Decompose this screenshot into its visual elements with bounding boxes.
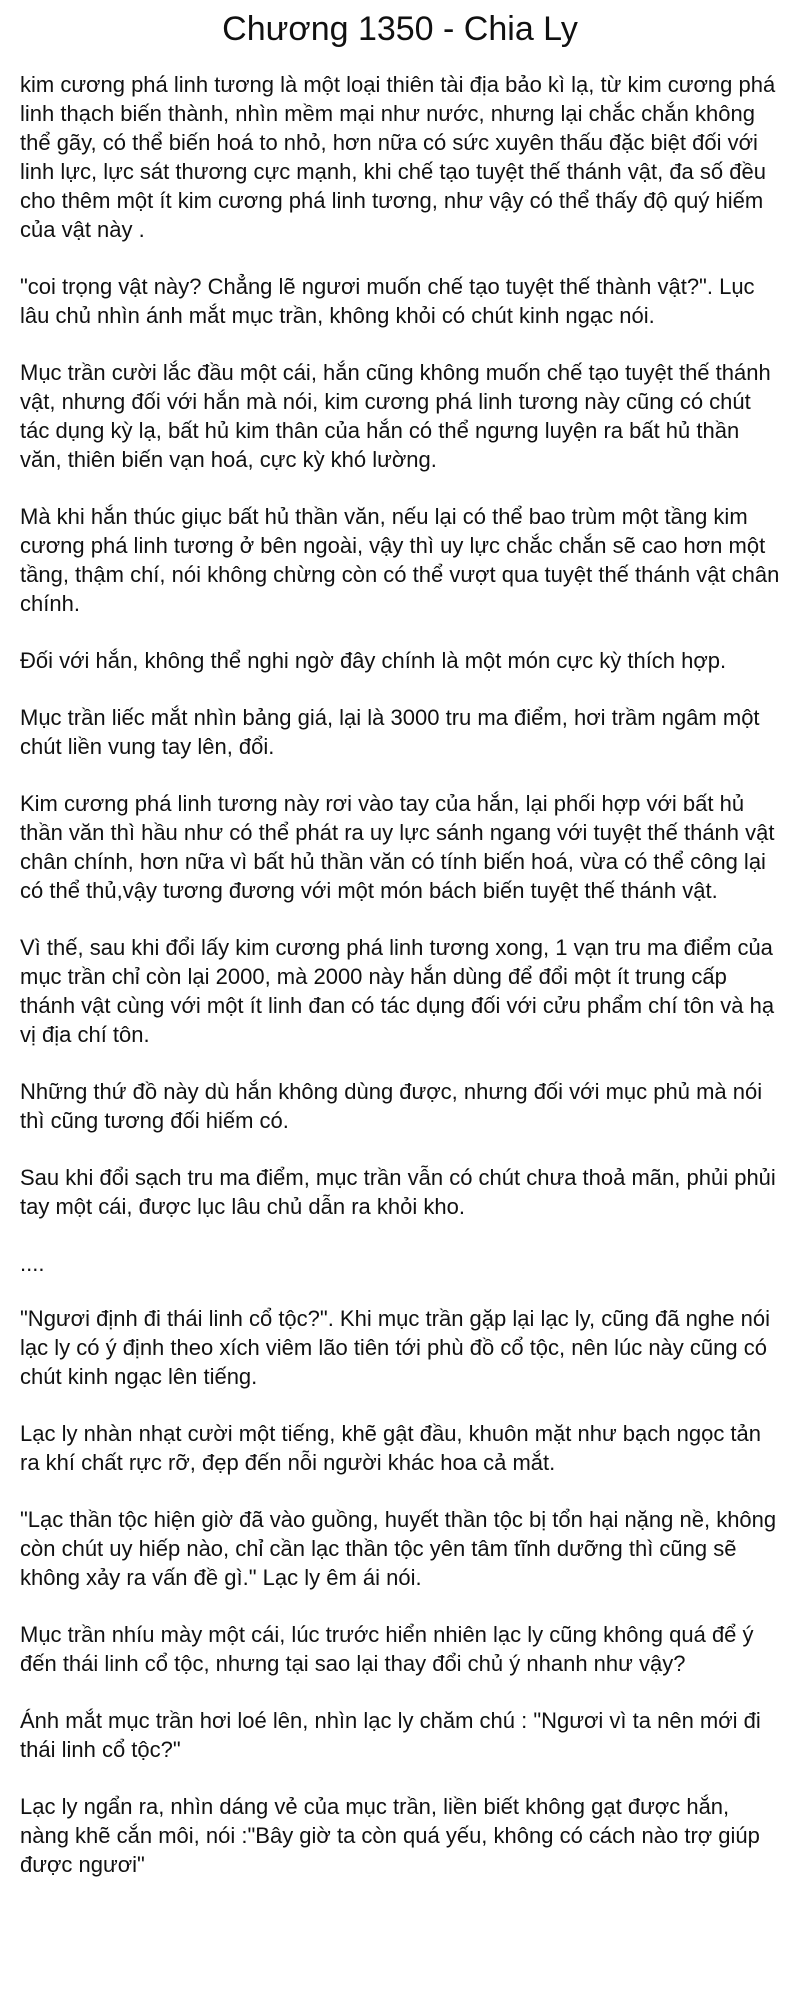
paragraph-2: "coi trọng vật này? Chẳng lẽ ngươi muốn chế tạo tuyệt thế thành vật?". Lục lâu chủ nhìn ánh mắt mục trần, không khỏi có chút kinh ngạc nói. [20,274,755,328]
paragraph-15: Ánh mắt mục trần hơi loé lên, nhìn lạc ly chăm chú : "Ngươi vì ta nên mới đi thái linh cổ tộc?" [20,1708,761,1762]
paragraph-10: Sau khi đổi sạch tru ma điểm, mục trần vẫn có chút chưa thoả mãn, phủi phủi tay một cái, được lục lâu chủ dẫn ra khỏi kho. [20,1165,776,1219]
paragraph-6: Mục trần liếc mắt nhìn bảng giá, lại là 3000 tru ma điểm, hơi trầm ngâm một chút liền vung tay lên, đổi. [20,705,760,759]
paragraph-4: Mà khi hắn thúc giục bất hủ thần văn, nếu lại có thể bao trùm một tầng kim cương phá linh tương ở bên ngoài, vậy thì uy lực chắc chắn sẽ cao hơn một tầng, thậm chí, nói không chừng còn có thể vượt qua tuyệt thế thánh vật chân chính. [20,504,780,616]
paragraph-9: Những thứ đồ này dù hắn không dùng được, nhưng đối với mục phủ mà nói thì cũng tương đối hiếm có. [20,1079,763,1133]
scene-separator: .... [20,1251,45,1276]
paragraph-7: Kim cương phá linh tương này rơi vào tay của hắn, lại phối hợp với bất hủ thần văn thì hầu như có thể phát ra uy lực sánh ngang với tuyệt thế thánh vật chân chính, hơn nữa vì bất hủ thần văn có tính biến hoá, vừa có thể công lại có thể thủ,vậy tương đương với một món bách biến tuyệt thế thánh vật. [20,791,775,903]
paragraph-1: kim cương phá linh tương là một loại thiên tài địa bảo kì lạ, từ kim cương phá linh thạch biến thành, nhìn mềm mại như nước, nhưng lại chắc chắn không thể gãy, có thể biến hoá to nhỏ, hơn nữa có sức xuyên thấu đặc biệt đối với linh lực, lực sát thương cực mạnh, khi chế tạo tuyệt thế thánh vật, đa số đều cho thêm một ít kim cương phá linh tương, như vậy có thể thấy độ quý hiếm của vật này . [20,72,776,242]
paragraph-14: Mục trần nhíu mày một cái, lúc trước hiển nhiên lạc ly cũng không quá để ý đến thái linh cổ tộc, nhưng tại sao lại thay đổi chủ ý nhanh như vậy? [20,1622,754,1676]
paragraph-3: Mục trần cười lắc đầu một cái, hắn cũng không muốn chế tạo tuyệt thế thánh vật, nhưng đối với hắn mà nói, kim cương phá linh tương này cũng có chút tác dụng kỳ lạ, bất hủ kim thân của hắn có thể ngưng luyện ra bất hủ thần văn, thiên biến vạn hoá, cực kỳ khó lường. [20,360,771,472]
chapter-title: Chương 1350 - Chia Ly [222,10,578,48]
paragraph-12: Lạc ly nhàn nhạt cười một tiếng, khẽ gật đầu, khuôn mặt như bạch ngọc tản ra khí chất rực rỡ, đẹp đến nỗi người khác hoa cả mắt. [20,1421,762,1475]
paragraph-11: "Ngươi định đi thái linh cổ tộc?". Khi mục trần gặp lại lạc ly, cũng đã nghe nói lạc ly có ý định theo xích viêm lão tiên tới phù đồ cổ tộc, nên lúc này cũng có chút kinh ngạc lên tiếng. [20,1306,771,1389]
paragraph-5: Đối với hắn, không thể nghi ngờ đây chính là một món cực kỳ thích hợp. [20,648,727,673]
paragraph-16: Lạc ly ngẩn ra, nhìn dáng vẻ của mục trần, liền biết không gạt được hắn, nàng khẽ cắn môi, nói :"Bây giờ ta còn quá yếu, không có cách nào trợ giúp được ngươi" [20,1794,760,1877]
paragraph-13: "Lạc thần tộc hiện giờ đã vào guồng, huyết thần tộc bị tổn hại nặng nề, không còn chút uy hiếp nào, chỉ cần lạc thần tộc yên tâm tĩnh dưỡng thì cũng sẽ không xảy ra vấn đề gì." Lạc ly êm ái nói. [20,1507,777,1590]
paragraph-8: Vì thế, sau khi đổi lấy kim cương phá linh tương xong, 1 vạn tru ma điểm của mục trần chỉ còn lại 2000, mà 2000 này hắn dùng để đổi một ít trung cấp thánh vật cùng với một ít linh đan có tác dụng đối với cửu phẩm chí tôn và hạ vị địa chí tôn. [20,935,775,1047]
